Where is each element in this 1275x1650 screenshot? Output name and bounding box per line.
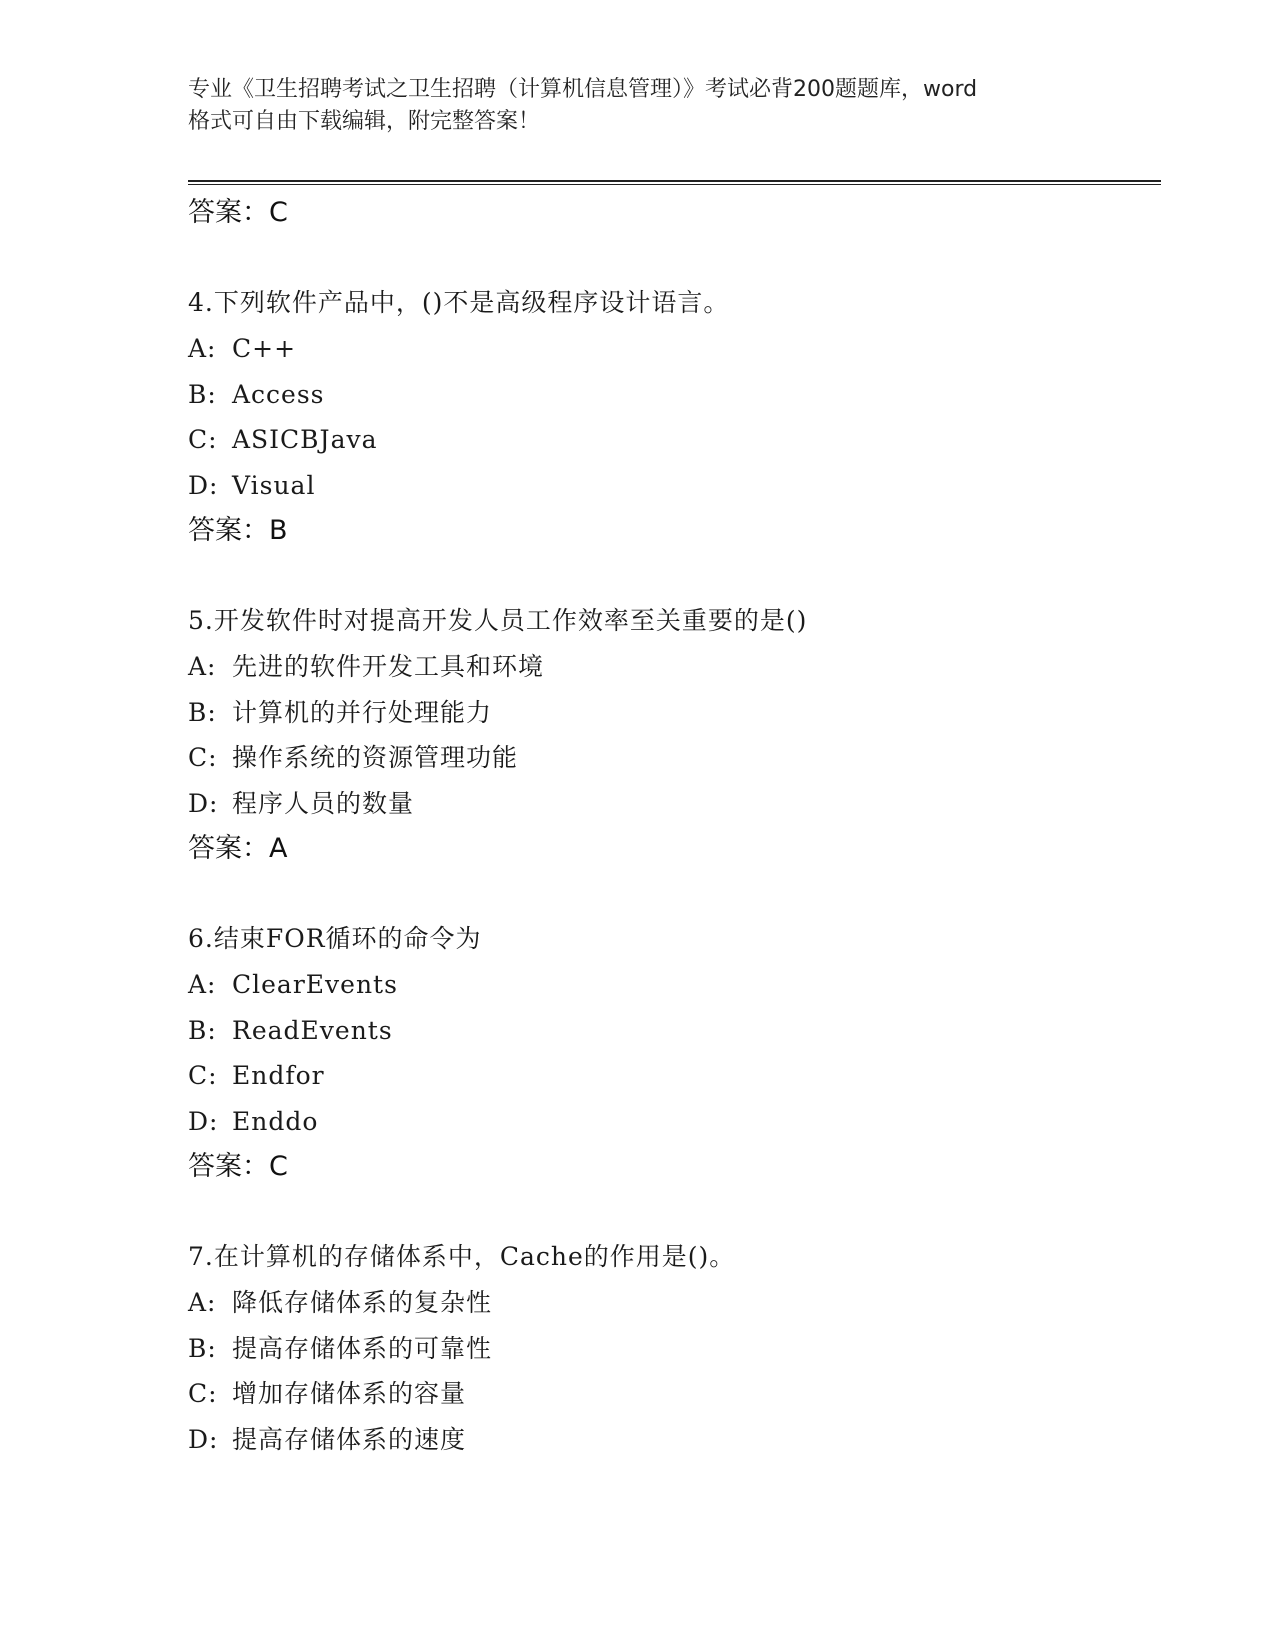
spacer <box>188 235 1148 280</box>
question-text: 5.开发软件时对提高开发人员工作效率至关重要的是() <box>188 606 808 635</box>
option-c <box>188 417 1148 463</box>
option-b <box>188 690 1148 736</box>
header-rule-thick <box>188 180 1161 182</box>
option-text: ASICBJava <box>232 425 378 454</box>
option-letter: C: <box>188 743 218 772</box>
option-text: 操作系统的资源管理功能 <box>232 743 519 772</box>
option-d <box>188 463 1148 509</box>
option-letter: C: <box>188 1061 218 1090</box>
document-header <box>188 74 1088 138</box>
option-text: Endfor <box>232 1061 325 1090</box>
option-a <box>188 644 1148 690</box>
header-rule-thin <box>188 184 1161 185</box>
option-letter: A: <box>188 652 217 681</box>
option-letter: D: <box>188 788 219 818</box>
option-letter: B: <box>188 1333 217 1363</box>
option-letter: D: <box>188 470 219 500</box>
option-text: 提高存储体系的可靠性 <box>232 1333 493 1363</box>
option-c <box>188 735 1148 781</box>
option-text: 计算机的并行处理能力 <box>232 697 493 727</box>
spacer <box>188 871 1148 916</box>
question-text: 7.在计算机的存储体系中，Cache的作用是()。 <box>188 1242 736 1271</box>
question-text: 4.下列软件产品中，()不是高级程序设计语言。 <box>188 288 730 317</box>
question-block-4 <box>188 280 1148 553</box>
answer: 答案：C <box>188 1151 288 1182</box>
option-text: 先进的软件开发工具和环境 <box>232 652 545 681</box>
option-letter: A: <box>188 334 217 363</box>
header-line-1: 专业《卫生招聘考试之卫生招聘（计算机信息管理）》考试必背200题题库，word <box>188 77 978 102</box>
option-letter: B: <box>188 1015 217 1045</box>
question-block-5 <box>188 598 1148 871</box>
option-a <box>188 1280 1148 1326</box>
option-text: Enddo <box>232 1106 319 1136</box>
option-text: ReadEvents <box>232 1015 393 1045</box>
option-letter: B: <box>188 697 217 727</box>
spacer <box>188 1189 1148 1234</box>
header-line-2: 格式可自由下载编辑，附完整答案！ <box>188 109 541 134</box>
option-letter: C: <box>188 1379 218 1408</box>
option-a <box>188 962 1148 1008</box>
option-letter: D: <box>188 1106 219 1136</box>
option-d <box>188 1417 1148 1463</box>
option-b <box>188 1326 1148 1372</box>
option-d <box>188 1099 1148 1145</box>
option-letter: B: <box>188 379 217 409</box>
question-block-6 <box>188 916 1148 1189</box>
option-text: ClearEvents <box>232 970 398 999</box>
option-text: 降低存储体系的复杂性 <box>232 1288 493 1317</box>
option-text: Visual <box>232 470 316 500</box>
option-c <box>188 1053 1148 1099</box>
option-c <box>188 1371 1148 1417</box>
question-text: 6.结束FOR循环的命令为 <box>188 924 482 953</box>
option-text: C++ <box>232 334 297 363</box>
option-a <box>188 326 1148 372</box>
option-b <box>188 1008 1148 1054</box>
option-letter: A: <box>188 970 217 999</box>
option-letter: D: <box>188 1424 219 1454</box>
option-d <box>188 781 1148 827</box>
answer: 答案：A <box>188 833 288 864</box>
option-text: 增加存储体系的容量 <box>232 1379 467 1408</box>
option-text: Access <box>232 379 325 409</box>
spacer <box>188 553 1148 598</box>
question-block-7 <box>188 1234 1148 1462</box>
answer: 答案：B <box>188 515 288 546</box>
option-letter: A: <box>188 1288 217 1317</box>
option-letter: C: <box>188 425 218 454</box>
option-text: 提高存储体系的速度 <box>232 1424 467 1454</box>
option-b <box>188 372 1148 418</box>
option-text: 程序人员的数量 <box>232 788 415 818</box>
question-list <box>188 190 1148 1462</box>
previous-answer: 答案：C <box>188 197 288 228</box>
